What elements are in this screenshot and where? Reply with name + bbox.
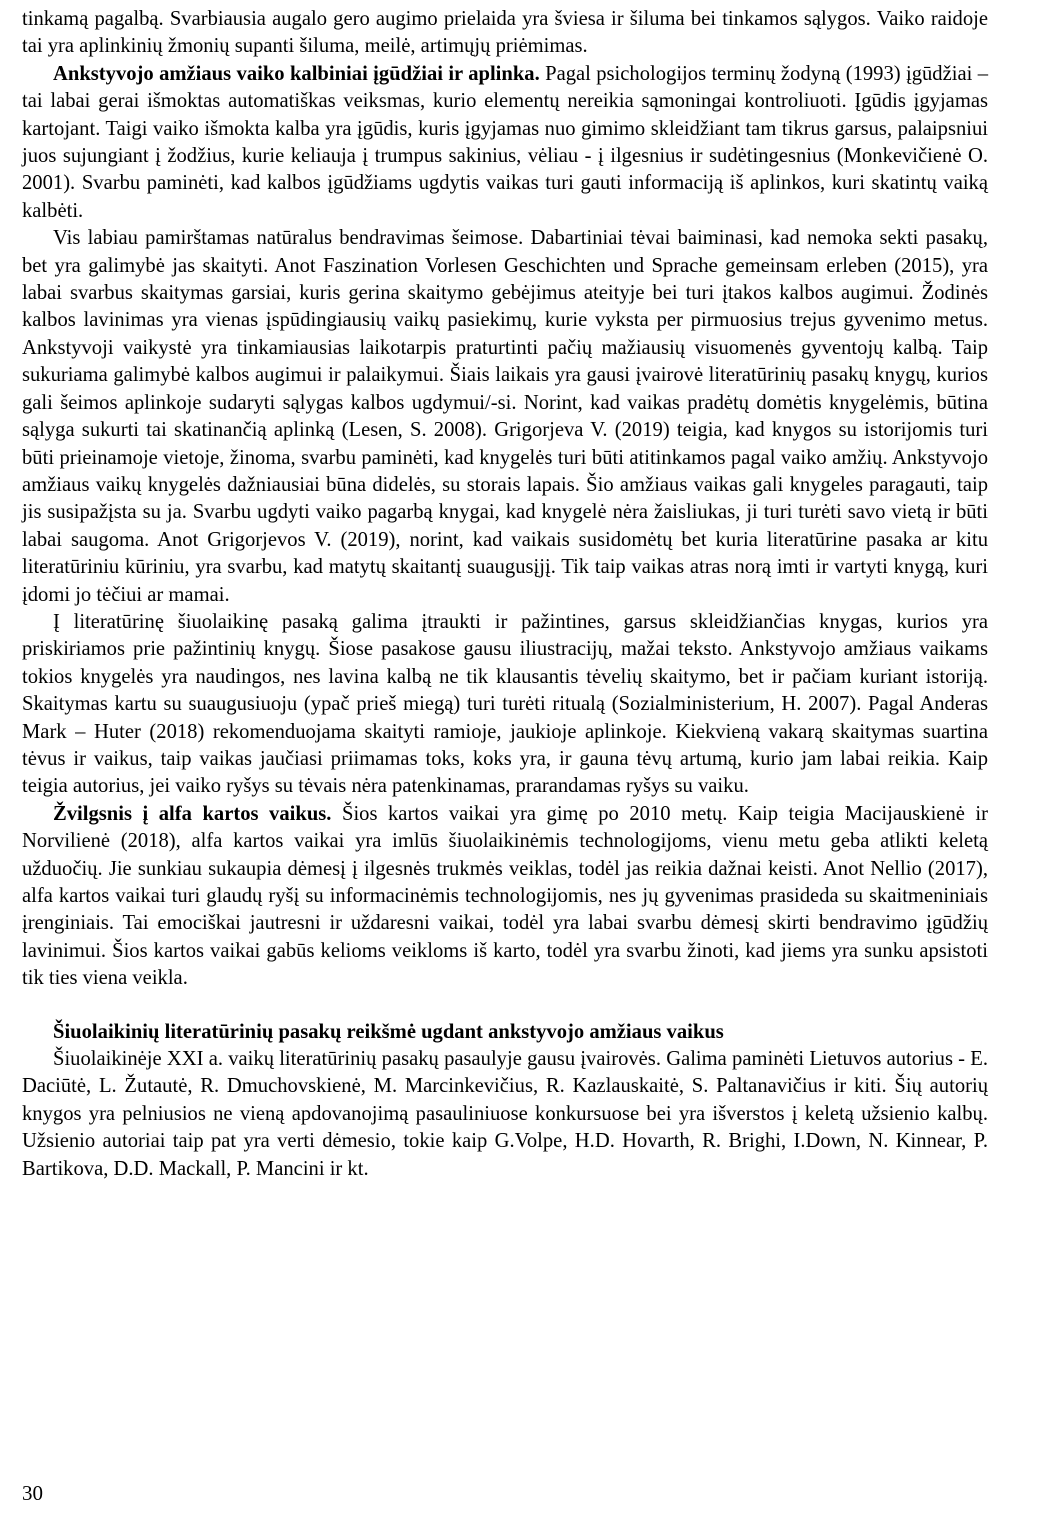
paragraph-language-skills: Ankstyvojo amžiaus vaiko kalbiniai įgūdžiai ir aplinka. Pagal psichologijos terminų žodyną (1993) įgūdžiai – tai labai gerai išmoktas automatiškas veiksmas, kurio elementų nereikia sąmoningai kontroliuoti. Įgūdis įgyjamas kartojant. Taigi vaiko išmokta kalba yra įgūdis, kuris įgyjamas nuo gimimo skleidžiant tam tikrus garsus, palaipsniui juos sujungiant į žodžius, kurie keliauja į trumpus sakinius, vėliau - į ilgesnius ir sudėtingesnius (Monkevičienė O. 2001). Svarbu paminėti, kad kalbos įgūdžiams ugdytis vaikas turi gauti informaciją iš aplinkos, kuri skatintų vaiką kalbėti. (22, 62, 988, 222)
paragraph-alpha-generation: Žvilgsnis į alfa kartos vaikus. Šios kartos vaikai yra gimę po 2010 metų. Kaip teigia Macijauskienė ir Norvilienė (2018), alfa kartos vaikai yra imlūs šiuolaikinėmis technologijoms, vienu metu geba atlikti keletą užduočių. Jie sunkiau sukaupia dėmesį į ilgesnės trukmės veiklas, todėl jas reikia dažnai keisti. Anot Nellio (2017), alfa kartos vaikai turi glaudų ryšį su informacinėmis technologijomis, nes jų gyvenimas prasideda su skaitmeniniais įrenginiais. Tai emociškai jautresni ir uždaresni vaikai, todėl yra labai svarbu dėmesį skirti bendravimo įgūdžių lavinimui. Šios kartos vaikai gabūs kelioms veikloms iš karto, todėl yra svarbu žinoti, kad jiems yra sunku apsistoti tik ties viena veikla. (22, 802, 988, 990)
page-body (22, 6, 988, 1183)
paragraph-lead-heading: Žvilgsnis į alfa kartos vaikus. (53, 802, 332, 825)
paragraph-family-reading: Vis labiau pamirštamas natūralus bendravimas šeimose. Dabartiniai tėvai baiminasi, kad nemoka sekti pasakų, bet yra galimybė jas skaityti. Anot Faszination Vorlesen Geschichten und Sprache gemeinsam erleben (2015), yra labai svarbus skaitymas garsiai, kuris gerina skaitymo gebėjimus ateityje bei turi įtakos kalbos augimui. Žodinės kalbos lavinimas yra vienas įspūdingiausių vaikų pasiekimų, kurie vyksta per pirmuosius trejus gyvenimo metus. Ankstyvoji vaikystė yra tinkamiausias laikotarpis praturtinti pačių mažiausių visuomenės gyventojų kalbą. Taip sukuriama galimybė kalbos augimui ir palaikymui. Šiais laikais yra gausi įvairovė literatūrinių pasakų knygų, kurios gali šeimos aplinkoje sudaryti sąlygas kalbos ugdymui/-si. Norint, kad vaikas pradėtų domėtis knygelėmis, būtina sąlyga sukurti tai skatinančią aplinką (Lesen, S. 2008). Grigorjeva V. (2019) teigia, kad knygos su istorijomis turi būti prieinamoje vietoje, žinoma, svarbu paminėti, kad knygelės turi būti atitinkamos pagal vaiko amžių. Ankstyvojo amžiaus vaikų knygelės dažniausiai būna didelės, su storais lapais. Šio amžiaus vaikas gali knygeles paragauti, taip jis susipažįsta su ja. Svarbu ugdyti vaiko pagarbą knygai, kad knygelė nėra žaisliukas, ji turi turėti savo vietą ir būti labai saugoma. Anot Grigorjevos V. (2019), norint, kad vaikais susidomėtų bet kuria literatūrine pasaka ar kitu literatūriniu kūriniu, yra svarbu, kad matytų skaitantį suaugusįjį. Tik taip vaikas atras norą imti ir vartyti knygą, kuri įdomi jo tėčiui ar mamai. (22, 227, 988, 606)
page-number: 30 (22, 1481, 43, 1505)
section-spacer (22, 993, 988, 1019)
paragraph-cognitive-books: Į literatūrinę šiuolaikinę pasaką galima įtraukti ir pažintines, garsus skleidžiančias knygas, kurios yra priskiriamos prie pažintinių knygų. Šiose pasakose gausu iliustracijų, mažai teksto. Ankstyvojo amžiaus vaikams tokios knygelės yra naudingos, nes lavina kalbą ne tik klausantis tėvelių skaitymo, bet ir pačiam kuriant istoriją. Skaitymas kartu su suaugusiuoju (ypač prieš miegą) turi turėti ritualą (Sozialministerium, H. 2007). Pagal Anderas Mark – Huter (2018) rekomenduojama skaityti ramioje, jaukioje aplinkoje. Kiekvieną vakarą skaitymas suartina tėvus ir vaikus, taip vaikas jaučiasi priimamas toks, koks yra, ir gauna tėvų artumą, kurio jam labai reikia. Kaip teigia autorius, jei vaiko ryšys su tėvais nėra patenkinamas, prarandamas ryšys su vaiku. (22, 610, 988, 798)
section-heading: Šiuolaikinių literatūrinių pasakų reikšmė ugdant ankstyvojo amžiaus vaikus (53, 1020, 724, 1043)
paragraph-continuation: tinkamą pagalbą. Svarbiausia augalo gero augimo prielaida yra šviesa ir šiluma bei tinkamos sąlygos. Vaiko raidoje tai yra aplinkinių žmonių supanti šiluma, meilė, artimųjų priėmimas. (22, 8, 988, 58)
paragraph-lead-heading: Ankstyvojo amžiaus vaiko kalbiniai įgūdžiai ir aplinka. (53, 62, 540, 85)
paragraph-modern-authors: Šiuolaikinėje XXI a. vaikų literatūrinių pasakų pasaulyje gausu įvairovės. Galima paminėti Lietuvos autorius - E. Daciūtė, L. Žutautė, R. Dmuchovskienė, M. Marcinkevičius, R. Kazlauskaitė, S. Paltanavičius ir kiti. Šių autorių knygos yra pelniusios ne vieną apdovanojimą pasauliniuose konkursuose bei yra išverstos į keletą užsienio kalbų. Užsienio autoriai taip pat yra verti dėmesio, tokie kaip G.Volpe, H.D. Hovarth, R. Brighi, I.Down, N. Kinnear, P. Bartikova, D.D. Mackall, P. Mancini ir kt. (22, 1048, 988, 1180)
